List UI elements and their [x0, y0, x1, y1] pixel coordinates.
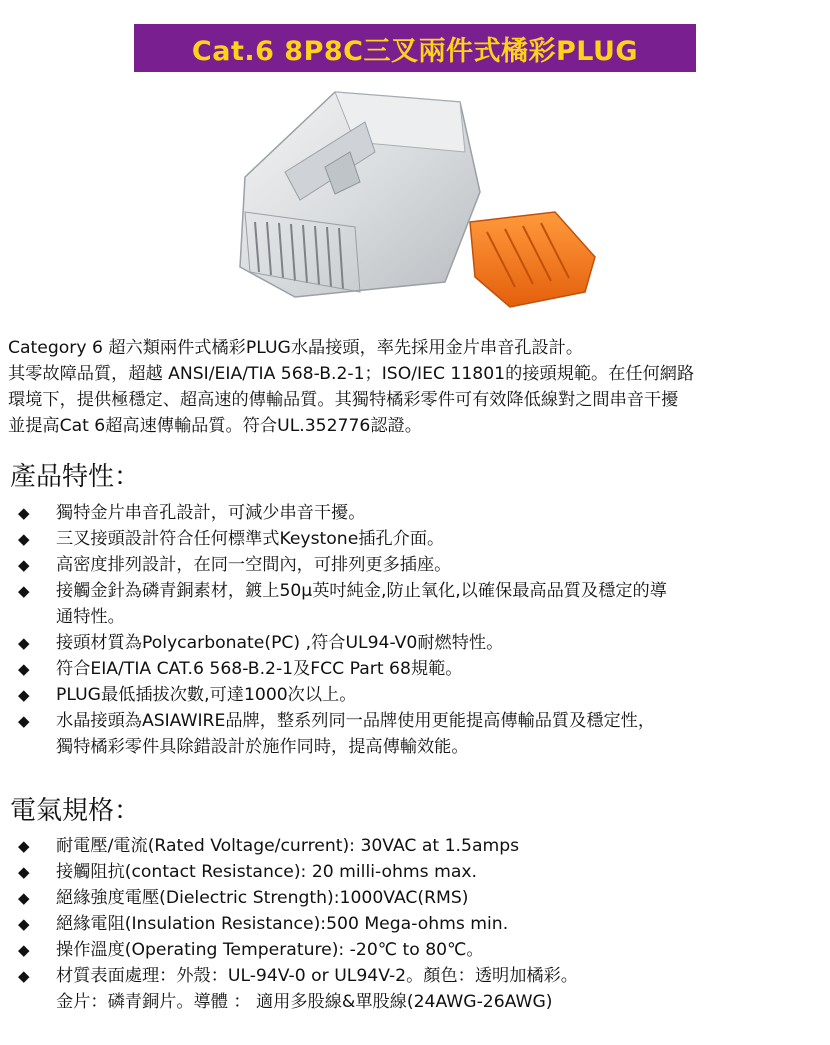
- list-item: [18, 833, 826, 859]
- list-item: [18, 552, 826, 578]
- list-item-text: 耐電壓/電流(Rated Voltage/current): 30VAC at 1.5amps: [56, 836, 520, 856]
- list-item-text: 水晶接頭為ASIAWIRE品牌，整系列同一品牌使用更能提高傳輸品質及穩定性，: [56, 711, 656, 731]
- diamond-bullet-icon: ◆: [18, 889, 30, 907]
- diamond-bullet-icon: ◆: [18, 863, 30, 881]
- diamond-bullet-icon: ◆: [18, 660, 30, 678]
- list-item-text: 材質表面處理：外殼：UL-94V-0 or UL94V-2。顏色：透明加橘彩。: [56, 966, 578, 986]
- list-item-text: 絕緣電阻(Insulation Resistance):500 Mega-ohms min.: [56, 914, 509, 934]
- list-item-text: 三叉接頭設計符合任何標準式Keystone插孔介面。: [56, 529, 445, 549]
- diamond-bullet-icon: ◆: [18, 915, 30, 933]
- list-item: [18, 937, 826, 963]
- intro-line: 環境下，提供極穩定、超高速的傳輸品質。其獨特橘彩零件可有效降低線對之間串音干擾: [8, 390, 679, 410]
- diamond-bullet-icon: ◆: [18, 582, 30, 600]
- list-item: [18, 630, 826, 656]
- list-item-text: PLUG最低插拔次數,可達1000次以上。: [56, 685, 357, 705]
- list-item: [18, 526, 826, 552]
- list-item: [18, 911, 826, 937]
- intro-line: 其零故障品質，超越 ANSI/EIA/TIA 568-B.2-1；ISO/IEC 11801的接頭規範。在任何網路: [8, 364, 695, 384]
- intro-paragraph: [8, 335, 826, 439]
- list-item: [18, 963, 826, 1015]
- diamond-bullet-icon: ◆: [18, 941, 30, 959]
- list-item: [18, 578, 826, 630]
- list-item: [18, 859, 826, 885]
- list-item-text: 金片：磷青銅片。導體 ： 適用多股線&單股線(24AWG-26AWG): [56, 992, 553, 1012]
- electrical-list: [18, 833, 826, 1015]
- features-list: [18, 500, 826, 760]
- diamond-bullet-icon: ◆: [18, 634, 30, 652]
- diamond-bullet-icon: ◆: [18, 530, 30, 548]
- list-item-text: 接頭材質為Polycarbonate(PC) ,符合UL94-V0耐燃特性。: [56, 633, 504, 653]
- features-heading: 產品特性：: [10, 462, 141, 492]
- diamond-bullet-icon: ◆: [18, 712, 30, 730]
- list-item: [18, 656, 826, 682]
- list-item-text: 接觸金針為磷青銅素材，鍍上50μ英吋純金,防止氧化,以確保最高品質及穩定的導: [56, 581, 667, 601]
- list-item-text: 高密度排列設計，在同一空間內，可排列更多插座。: [56, 555, 452, 575]
- list-item-text: 獨特橘彩零件具除錯設計於施作同時，提高傳輸效能。: [56, 737, 469, 757]
- list-item-text: 通特性。: [56, 607, 125, 627]
- page-title: Cat.6 8P8C三叉兩件式橘彩PLUG: [191, 35, 639, 67]
- list-item-text: 符合EIA/TIA CAT.6 568-B.2-1及FCC Part 68規範。: [56, 659, 463, 679]
- diamond-bullet-icon: ◆: [18, 504, 30, 522]
- list-item: [18, 500, 826, 526]
- list-item-text: 操作溫度(Operating Temperature): -20℃ to 80℃。: [56, 940, 484, 960]
- product-image: [225, 82, 625, 322]
- title-banner: [134, 24, 696, 72]
- intro-line: Category 6 超六類兩件式橘彩PLUG水晶接頭，率先採用金片串音孔設計。: [8, 338, 584, 358]
- list-item: [18, 682, 826, 708]
- list-item-text: 獨特金片串音孔設計，可減少串音干擾。: [56, 503, 366, 523]
- diamond-bullet-icon: ◆: [18, 967, 30, 985]
- list-item-text: 絕緣強度電壓(Dielectric Strength):1000VAC(RMS): [56, 888, 469, 908]
- list-item: [18, 708, 826, 760]
- intro-line: 並提高Cat 6超高速傳輸品質。符合UL.352776認證。: [8, 416, 422, 436]
- diamond-bullet-icon: ◆: [18, 837, 30, 855]
- list-item-text: 接觸阻抗(contact Resistance): 20 milli-ohms max.: [56, 862, 477, 882]
- diamond-bullet-icon: ◆: [18, 686, 30, 704]
- electrical-heading: 電氣規格：: [10, 796, 141, 826]
- list-item: [18, 885, 826, 911]
- diamond-bullet-icon: ◆: [18, 556, 30, 574]
